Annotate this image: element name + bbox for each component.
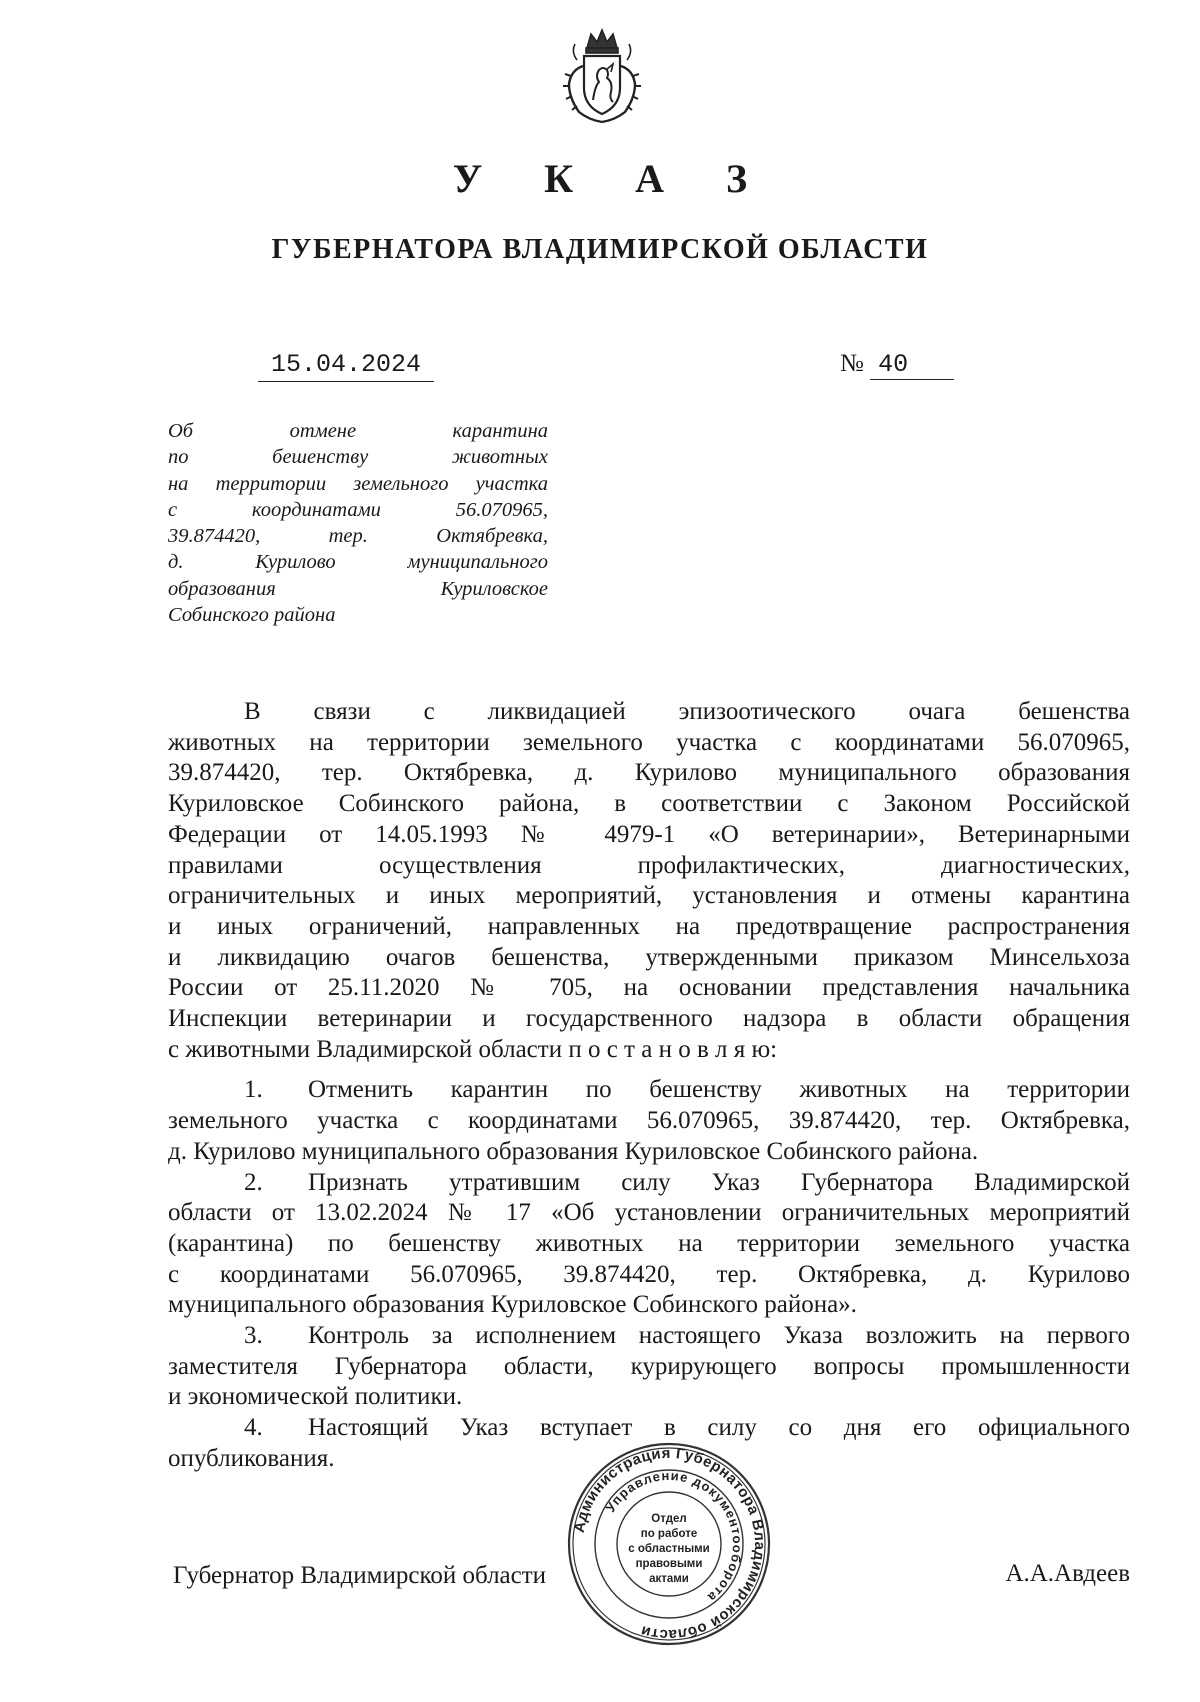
stamp-inner-text: Управление документооборота [602, 1467, 746, 1606]
preamble-line: животных на территории земельного участка с координатами 56.070965, [168, 728, 1130, 756]
preamble-line: Куриловское Собинского района, в соответствии с Законом Российской [168, 790, 1130, 818]
item-line: (карантина) по бешенству животных на территории земельного участка [168, 1229, 1130, 1257]
preamble-line: В связи с ликвидацией эпизоотического очага бешенства [244, 698, 1130, 725]
item-1 [168, 1075, 1130, 1167]
subject-line: по бешенству животных [168, 446, 548, 469]
item-first-line [168, 1321, 1130, 1352]
document-number [840, 350, 954, 380]
item-number: 1. [244, 1076, 263, 1104]
item-line: опубликования. [168, 1444, 335, 1472]
preamble-line: с животными Владимирской области п о с т а н о в л я ю: [168, 1035, 778, 1063]
item-line: д. Курилово муниципального образования Куриловское Собинского района. [168, 1137, 979, 1165]
number-sign: № [840, 350, 864, 377]
preamble-line: Инспекции ветеринарии и государственного надзора в области обращения [168, 1005, 1130, 1033]
item-3 [168, 1321, 1130, 1413]
document-body [168, 697, 1130, 1475]
preamble-line: 39.874420, тер. Октябревка, д. Курилово муниципального образования [168, 759, 1130, 787]
signer-position: Губернатор Владимирской области [173, 1562, 547, 1589]
number-value: 40 [870, 350, 954, 380]
item-line: с координатами 56.070965, 39.874420, тер. Октябревка, д. Курилово [168, 1260, 1130, 1288]
coat-of-arms-icon [557, 26, 647, 126]
item-line: Настоящий Указ вступает в силу со дня его официального [308, 1414, 1130, 1442]
item-number: 2. [244, 1168, 263, 1196]
item-first-line [168, 1168, 1130, 1199]
item-first-line [168, 1075, 1130, 1106]
item-2 [168, 1168, 1130, 1322]
item-line: муниципального образования Куриловское Собинского района». [168, 1291, 857, 1319]
stamp-outer-text: Администрация Губернатора Владимирской области [570, 1444, 769, 1644]
preamble-paragraph [168, 697, 1130, 1065]
preamble-line: Федерации от 14.05.1993 № 4979-1 «О ветеринарии», Ветеринарными [168, 820, 1130, 848]
issuer-title: ГУБЕРНАТОРА ВЛАДИМИРСКОЙ ОБЛАСТИ [271, 234, 929, 265]
preamble-line: и ликвидацию очагов бешенства, утвержденными приказом Минсельхоза [168, 943, 1130, 971]
item-line: заместителя Губернатора области, курирующего вопросы промышленности [168, 1352, 1130, 1380]
subject-line: Об отмене карантина [168, 420, 548, 442]
preamble-line: и иных ограничений, направленных на предотвращение распространения [168, 912, 1130, 940]
stamp-center-line: Отдел [651, 1513, 687, 1525]
item-line: Контроль за исполнением настоящего Указа возложить на первого [308, 1322, 1130, 1350]
subject-line: на территории земельного участка [168, 472, 548, 495]
item-line: и экономической политики. [168, 1383, 463, 1411]
preamble-line: ограничительных и иных мероприятий, установления и отмены карантина [168, 882, 1130, 910]
official-stamp [565, 1440, 773, 1648]
subject-line: Собинского района [168, 604, 336, 627]
subject-line: д. Курилово муниципального [168, 551, 548, 574]
stamp-center-line: правовыми [635, 1558, 703, 1570]
signer-name: А.А.Авдеев [1005, 1560, 1130, 1587]
document-subject [168, 418, 548, 628]
document-title: У К А З [452, 156, 774, 201]
item-line: Отменить карантин по бешенству животных на территории [308, 1076, 1130, 1104]
subject-line: с координатами 56.070965, [168, 498, 548, 521]
preamble-line: России от 25.11.2020 № 705, на основании представления начальника [168, 974, 1130, 1002]
stamp-center-line: по работе [640, 1528, 698, 1540]
subject-line: образования Куриловское [168, 577, 548, 600]
stamp-center-line: с областными [628, 1543, 710, 1555]
stamp-center-line: актами [649, 1573, 689, 1585]
document-date: 15.04.2024 [258, 350, 434, 382]
item-line: земельного участка с координатами 56.070965, 39.874420, тер. Октябревка, [168, 1107, 1130, 1135]
item-line: Признать утратившим силу Указ Губернатора Владимирской [308, 1168, 1130, 1196]
subject-line: 39.874420, тер. Октябревка, [168, 525, 548, 548]
item-line: области от 13.02.2024 № 17 «Об установлении ограничительных мероприятий [168, 1199, 1130, 1227]
item-number: 3. [244, 1322, 263, 1350]
preamble-line: правилами осуществления профилактических, диагностических, [168, 851, 1130, 879]
item-number: 4. [244, 1414, 263, 1442]
